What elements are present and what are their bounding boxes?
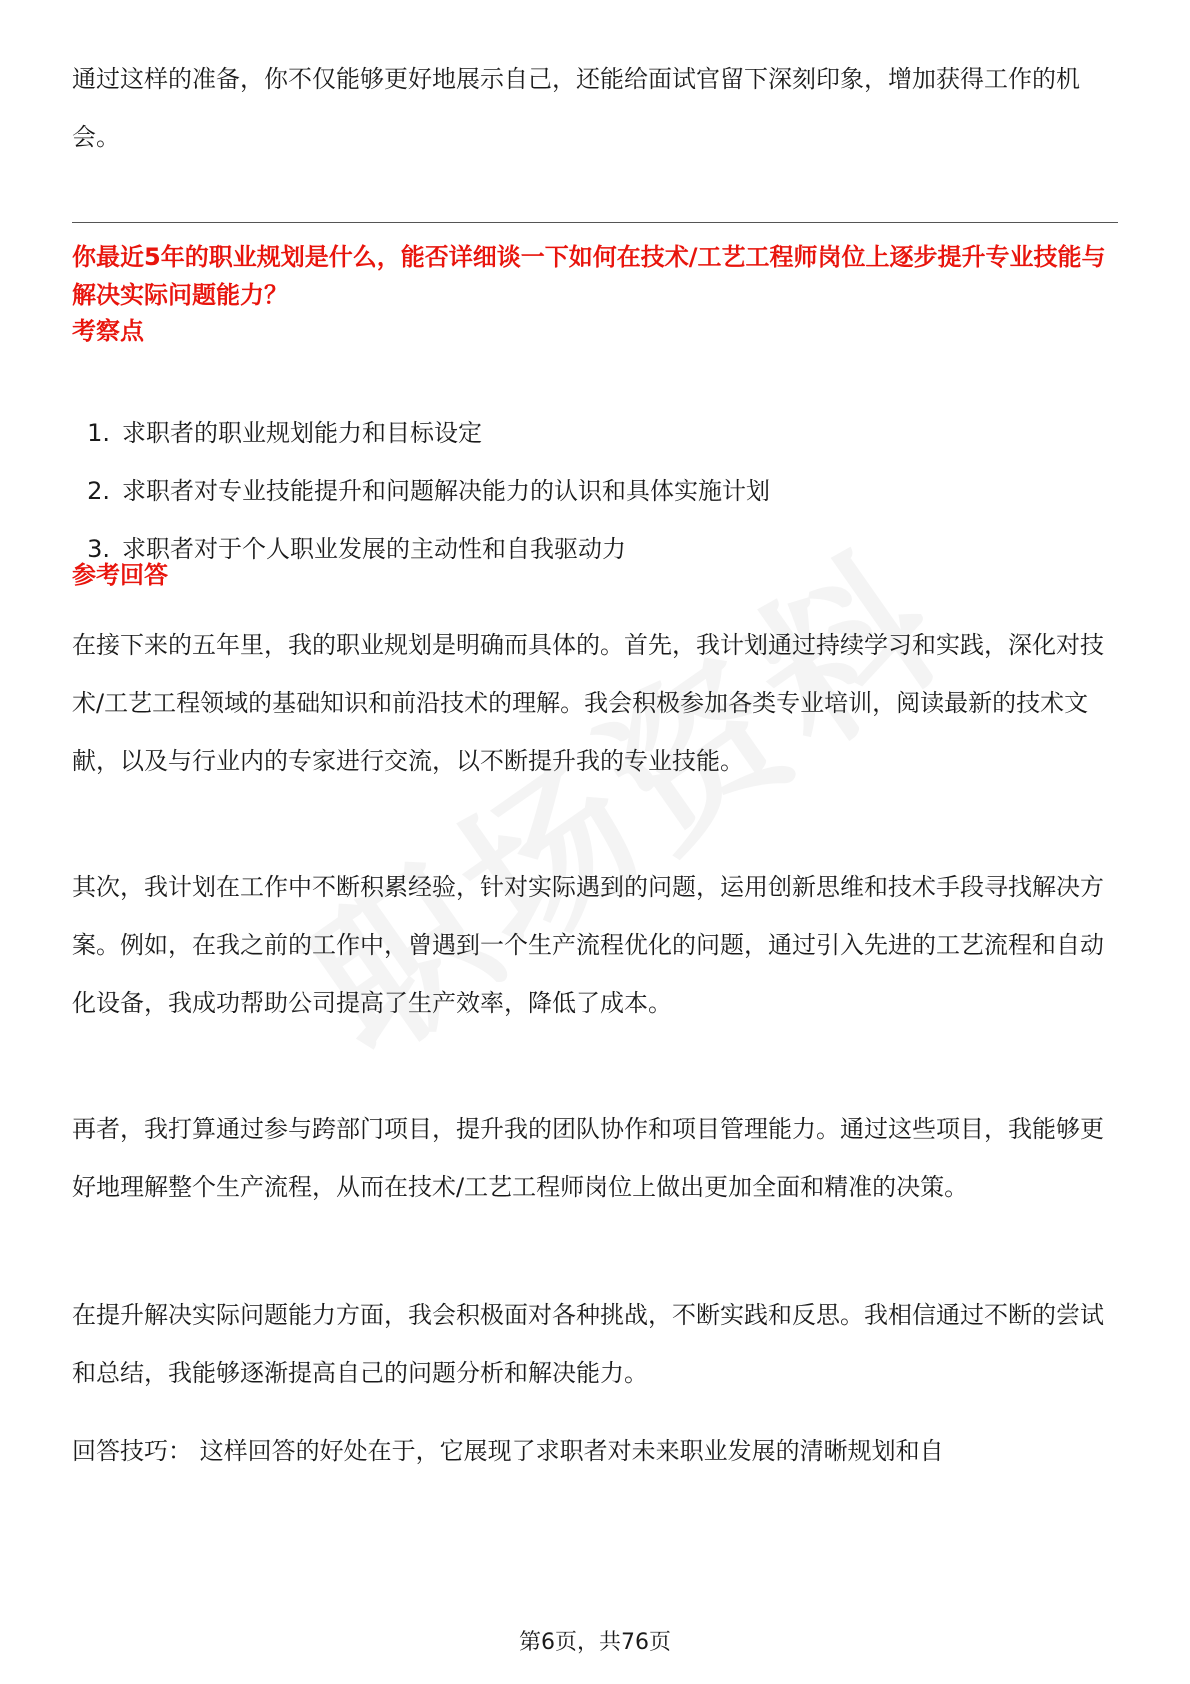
focus-points-list <box>72 404 1118 578</box>
list-item-text: 求职者对于个人职业发展的主动性和自我驱动力 <box>122 535 626 563</box>
list-item-text: 求职者对专业技能提升和问题解决能力的认识和具体实施计划 <box>122 477 770 505</box>
focus-heading: 考察点 <box>72 317 144 345</box>
list-item <box>72 404 1118 462</box>
page-number-footer: 第6页，共76页 <box>519 1630 671 1655</box>
list-item-number: 3. <box>87 535 110 563</box>
answer-paragraph: 在接下来的五年里，我的职业规划是明确而具体的。首先，我计划通过持续学习和实践，深化对技术/工艺工程领域的基础知识和前沿技术的理解。我会积极参加各类专业培训，阅读最新的技术文献，以及与行业内的专家进行交流，以不断提升我的专业技能。 <box>72 631 1104 775</box>
answer-paragraph: 其次，我计划在工作中不断积累经验，针对实际遇到的问题，运用创新思维和技术手段寻找解决方案。例如，在我之前的工作中，曾遇到一个生产流程优化的问题，通过引入先进的工艺流程和自动化设备，我成功帮助公司提高了生产效率，降低了成本。 <box>72 873 1104 1017</box>
answer-paragraph: 在提升解决实际问题能力方面，我会积极面对各种挑战，不断实践和反思。我相信通过不断的尝试和总结，我能够逐渐提高自己的问题分析和解决能力。 <box>72 1301 1104 1387</box>
section-divider <box>72 222 1118 223</box>
list-item <box>72 520 1118 578</box>
answer-tip: 回答技巧： 这样回答的好处在于，它展现了求职者对未来职业发展的清晰规划和自 <box>72 1437 944 1465</box>
answer-paragraph: 再者，我打算通过参与跨部门项目，提升我的团队协作和项目管理能力。通过这些项目，我能够更好地理解整个生产流程，从而在技术/工艺工程师岗位上做出更加全面和精准的决策。 <box>72 1115 1104 1201</box>
answer-heading: 参考回答 <box>72 561 168 589</box>
list-item-number: 2. <box>87 477 110 505</box>
question-heading: 你最近5年的职业规划是什么，能否详细谈一下如何在技术/工艺工程师岗位上逐步提升专业技能与解决实际问题能力？ <box>72 243 1106 309</box>
list-item-number: 1. <box>87 419 110 447</box>
list-item-text: 求职者的职业规划能力和目标设定 <box>122 419 482 447</box>
list-item <box>72 462 1118 520</box>
document-page <box>72 0 1118 1684</box>
intro-paragraph: 通过这样的准备，你不仅能够更好地展示自己，还能给面试官留下深刻印象，增加获得工作的机会。 <box>72 65 1080 151</box>
